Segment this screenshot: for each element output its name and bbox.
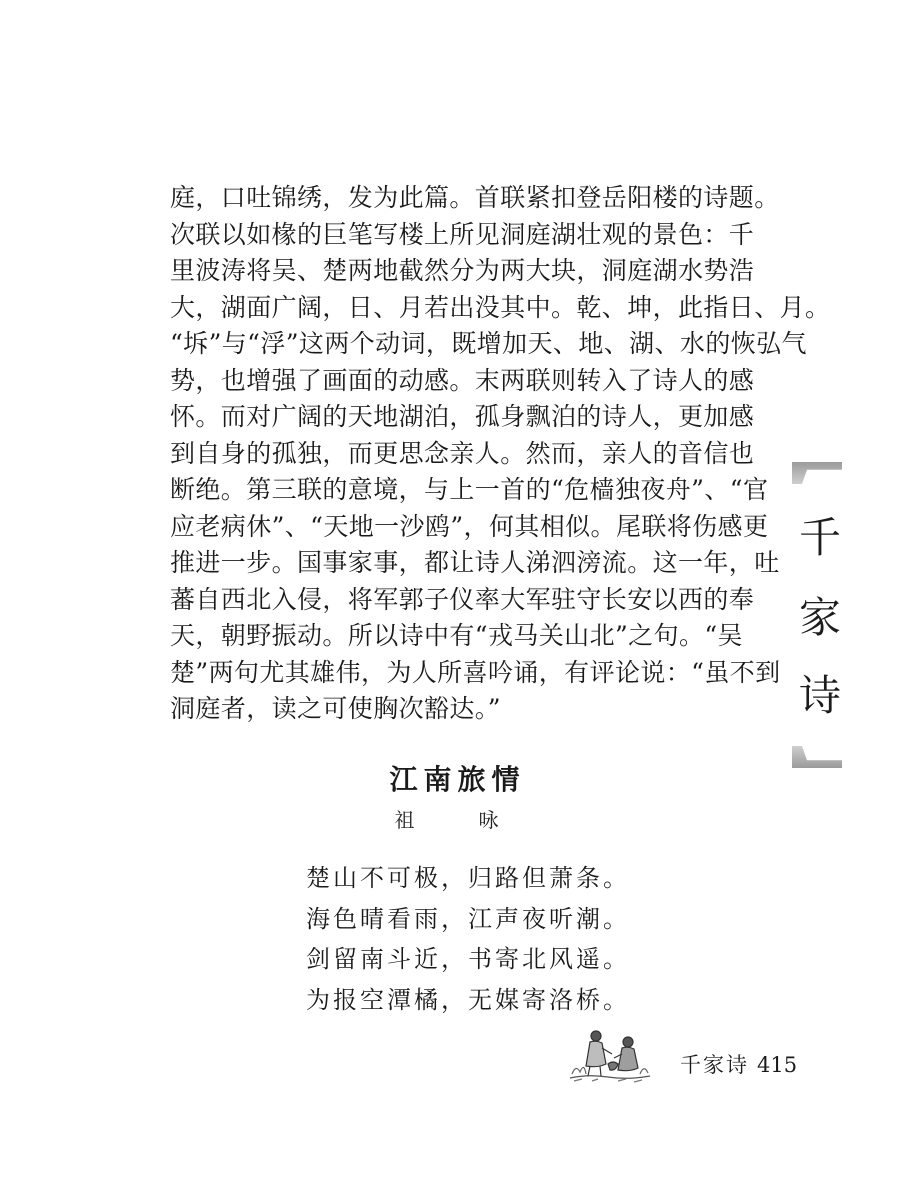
commentary-line: “坼”与“浮”这两个动词，既增加天、地、湖、水的恢弘气 <box>170 329 807 358</box>
side-tab-char: 诗 <box>798 671 841 720</box>
commentary-line: 推进一步。国事家事，都让诗人涕泗滂流。这一年，吐 <box>170 548 780 577</box>
commentary-line: 势，也增强了画面的动感。末两联则转入了诗人的感 <box>170 365 755 395</box>
commentary-line: 洞庭者，读之可使胸次豁达。” <box>170 694 501 723</box>
page-number: 415 <box>757 1053 798 1077</box>
commentary-text <box>170 180 831 728</box>
poem-title: 江南旅情 <box>389 763 526 796</box>
poem-verse: 楚山不可极，归路但萧条。 <box>306 864 630 892</box>
commentary-line: 应老病休”、“天地一沙鸥”，何其相似。尾联将伤感更 <box>170 511 769 541</box>
bracket-top-icon <box>792 462 842 484</box>
commentary-line: 到自身的孤独，而更思念亲人。然而，亲人的音信也 <box>170 438 755 468</box>
commentary-line: 里波涛将吴、楚两地截然分为两大块，洞庭湖水势浩 <box>170 256 755 285</box>
side-tab-char: 家 <box>798 593 841 642</box>
poem-body <box>306 858 630 1020</box>
commentary-line: 大，湖面广阔，日、月若出没其中。乾、坤，此指日、月。 <box>170 292 831 322</box>
commentary-line: 蕃自西北入侵，将军郭子仪率大军驻守长安以西的奉 <box>170 584 755 614</box>
commentary-line: 楚”两句尤其雄伟，为人所喜吟诵，有评论说：“虽不到 <box>170 657 781 687</box>
page-footer <box>680 1049 797 1079</box>
poem-verse: 海色晴看雨，江声夜听潮。 <box>306 904 630 933</box>
footer-book-title: 千家诗 <box>680 1053 749 1077</box>
poem-verse: 为报空潭橘，无媒寄洛桥。 <box>306 985 630 1014</box>
poem-author: 祖 咏 <box>394 808 521 832</box>
commentary-line: 怀。而对广阔的天地湖泊，孤身飘泊的诗人，更加感 <box>170 402 755 431</box>
two-scholars-illustration-icon <box>568 1024 652 1084</box>
commentary-line: 庭，口吐锦绣，发为此篇。首联紧扣登岳阳楼的诗题。 <box>170 183 780 212</box>
commentary-line: 次联以如椽的巨笔写楼上所见洞庭湖壮观的景色：千 <box>170 219 755 249</box>
bracket-bottom-icon <box>792 746 842 768</box>
commentary-line: 天，朝野振动。所以诗中有“戎马关山北”之句。“吴 <box>170 621 743 650</box>
section-side-tab <box>792 462 842 768</box>
poem-verse: 剑留南斗近，书寄北风遥。 <box>306 945 630 973</box>
commentary-line: 断绝。第三联的意境，与上一首的“危樯独夜舟”、“官 <box>170 475 769 504</box>
side-tab-char: 千 <box>798 513 841 562</box>
